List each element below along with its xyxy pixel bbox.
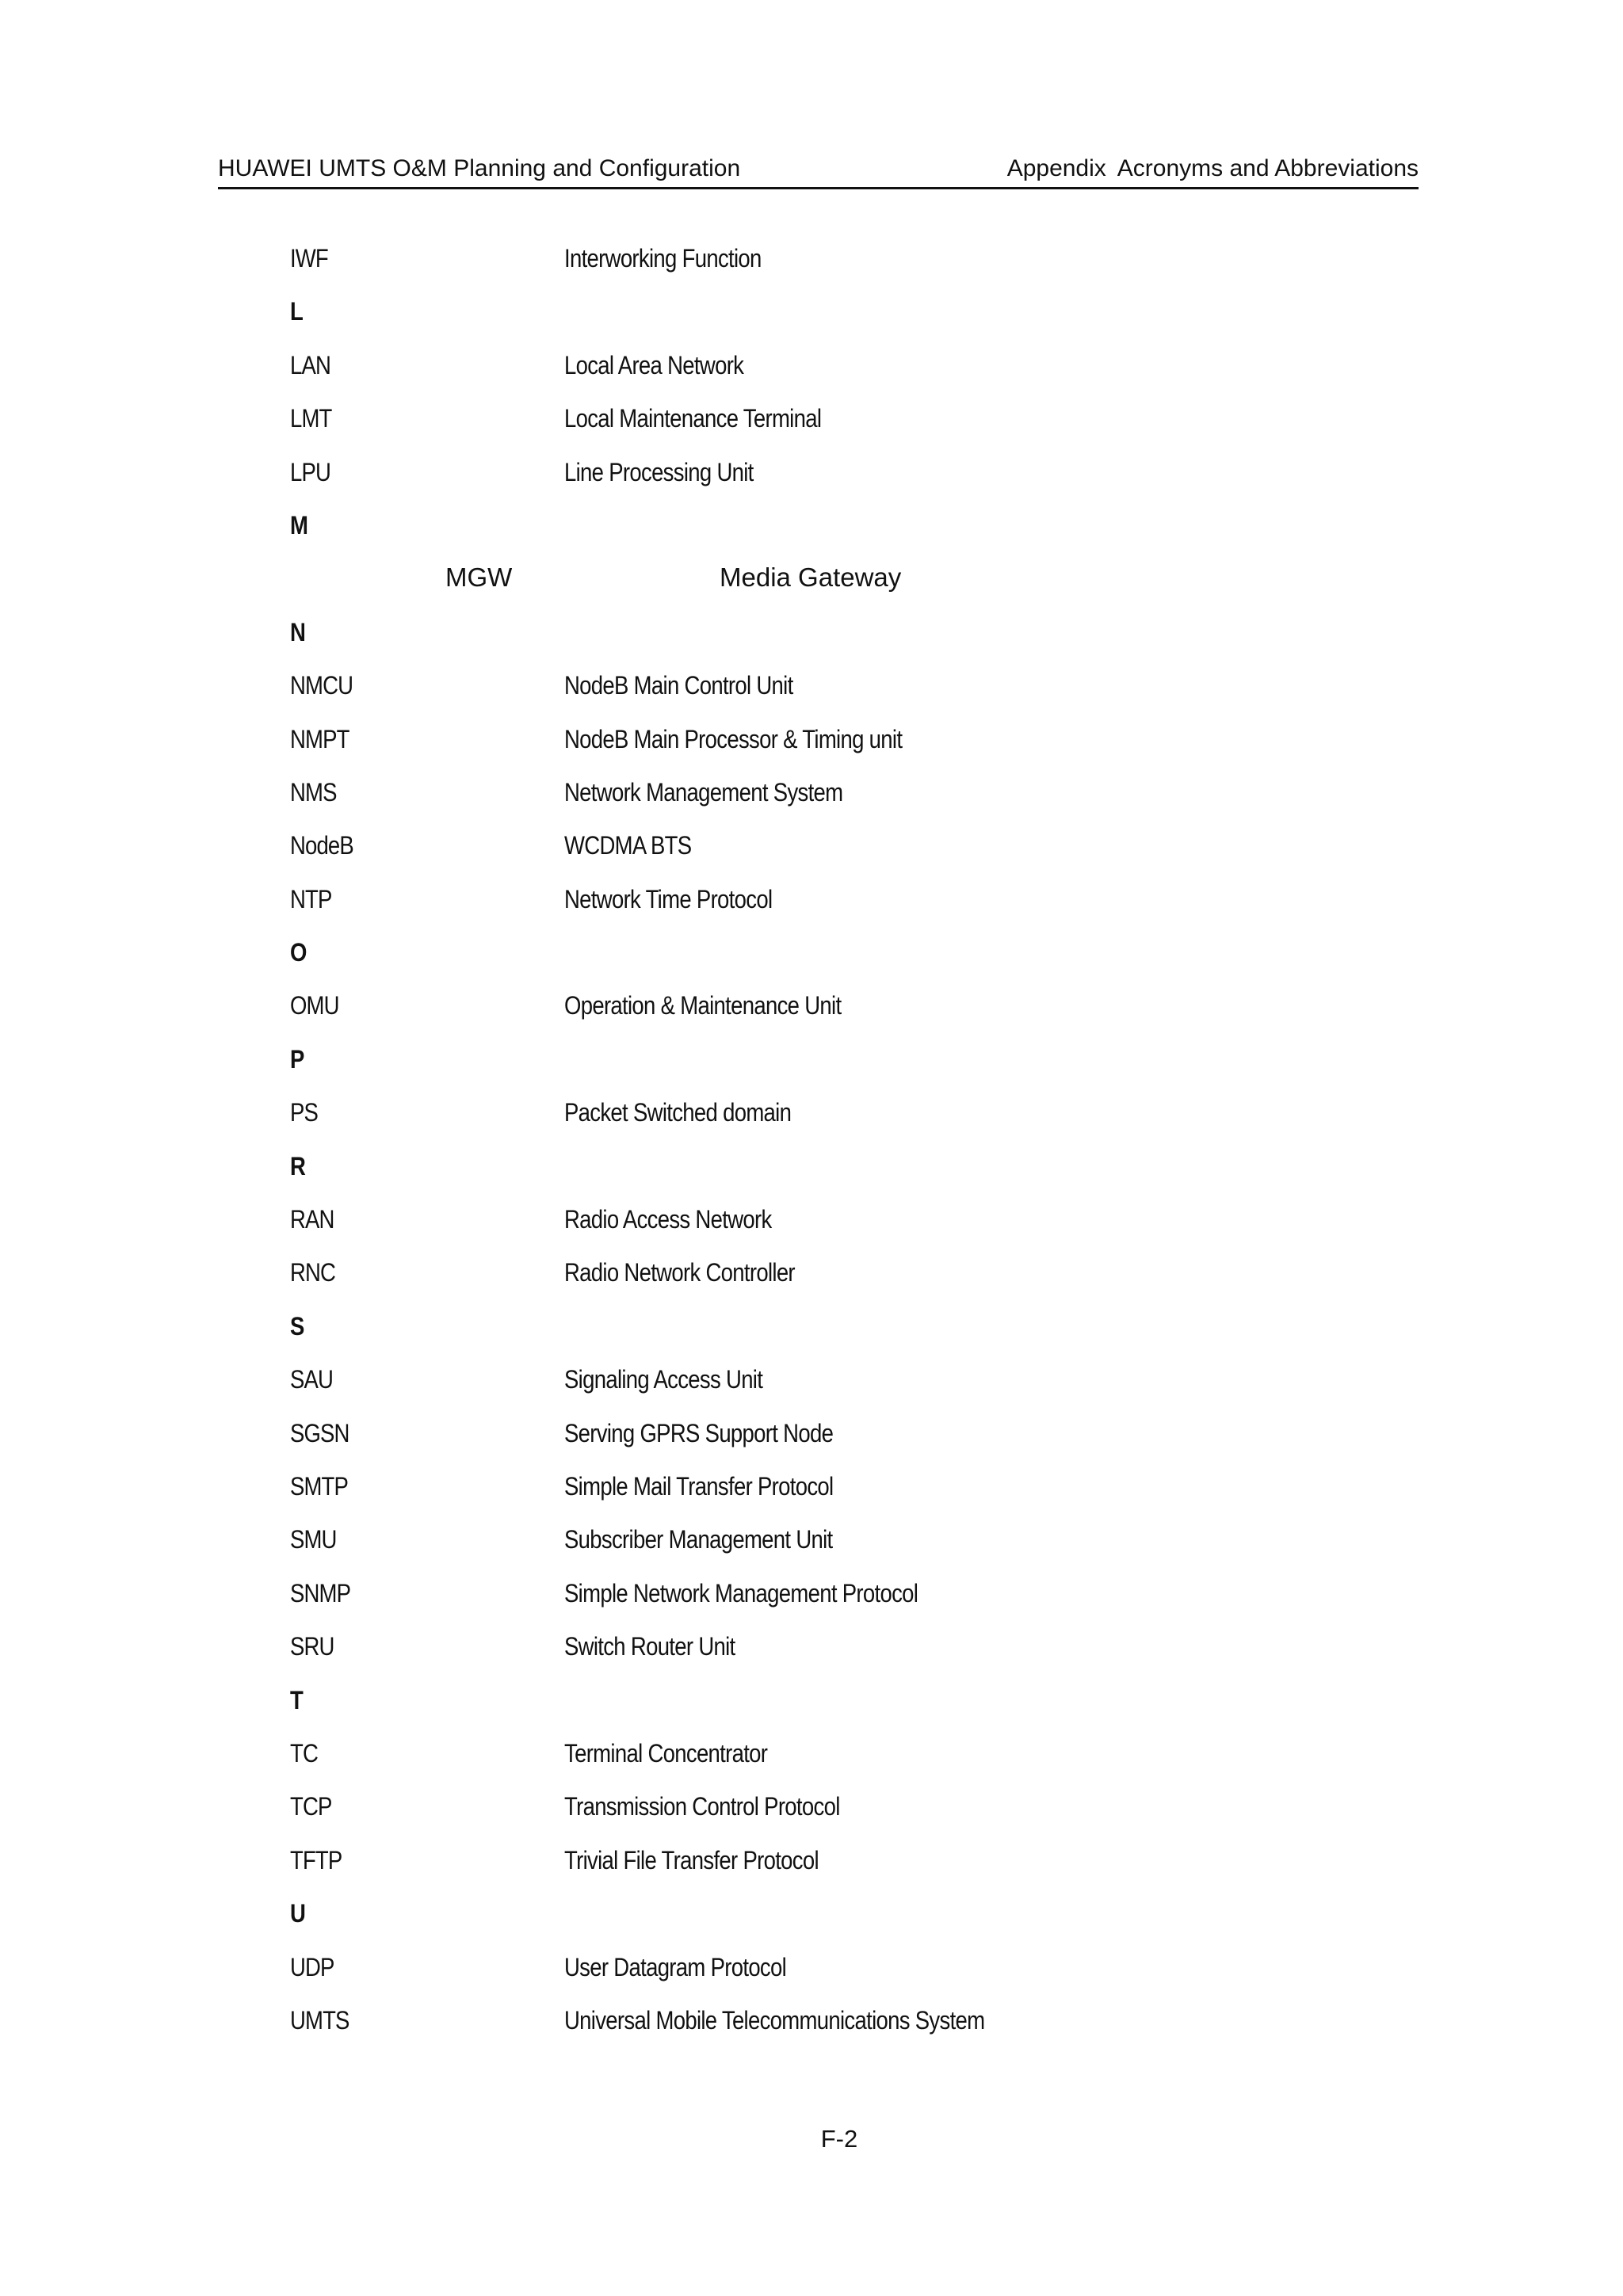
section-letter-row [0, 297, 1623, 350]
acronym-term: NMPT [290, 724, 349, 753]
page-number: F-2 [820, 2125, 858, 2153]
acronym-definition: Switch Router Unit [564, 1632, 735, 1661]
page-header [218, 154, 1419, 189]
acronym-row [0, 725, 1623, 778]
acronym-definition: Local Area Network [564, 350, 744, 379]
header-appendix-title: Acronyms and Abbreviations [1117, 155, 1419, 181]
acronym-term: LPU [290, 457, 330, 486]
acronym-definition: Simple Network Management Protocol [564, 1578, 918, 1608]
section-letter: S [290, 1311, 304, 1341]
acronym-term: MGW [445, 563, 513, 593]
acronym-definition: Media Gateway [720, 563, 902, 593]
acronym-definition: Subscriber Management Unit [564, 1525, 833, 1554]
acronym-definition: NodeB Main Processor & Timing unit [564, 724, 903, 753]
acronym-row [0, 671, 1623, 724]
acronym-definition: User Datagram Protocol [564, 1952, 787, 1981]
section-letter: T [290, 1685, 303, 1714]
acronym-term: IWF [290, 244, 328, 273]
acronym-definition: WCDMA BTS [564, 831, 692, 860]
section-letter: O [290, 938, 307, 967]
acronym-term: LAN [290, 350, 330, 379]
acronym-definition: Radio Network Controller [564, 1258, 795, 1287]
acronym-definition: Packet Switched domain [564, 1098, 792, 1127]
acronym-definition: Terminal Concentrator [564, 1738, 768, 1768]
acronym-row [0, 991, 1623, 1044]
section-letter-row [0, 1045, 1623, 1098]
section-letter: M [290, 510, 308, 540]
acronym-term: SNMP [290, 1578, 351, 1608]
acronym-definition: Operation & Maintenance Unit [564, 991, 842, 1020]
acronym-term: UDP [290, 1952, 334, 1981]
acronym-row [0, 1419, 1623, 1472]
acronym-term: OMU [290, 991, 339, 1020]
acronym-term: SAU [290, 1365, 334, 1394]
acronym-term: SGSN [290, 1418, 349, 1447]
acronym-row [0, 2006, 1623, 2059]
acronym-row [0, 1205, 1623, 1258]
acronym-definition: Transmission Control Protocol [564, 1792, 840, 1821]
acronym-definition: Local Maintenance Terminal [564, 404, 822, 433]
acronym-term: SMTP [290, 1471, 349, 1501]
section-letter-row [0, 618, 1623, 671]
acronym-definition: Network Time Protocol [564, 884, 773, 913]
acronym-row [0, 1365, 1623, 1418]
acronym-definition: Signaling Access Unit [564, 1365, 763, 1394]
acronym-term: TCP [290, 1792, 332, 1821]
acronym-row [0, 1632, 1623, 1685]
acronym-term: LMT [290, 404, 332, 433]
header-appendix-label: Appendix [1006, 155, 1106, 181]
acronym-term: SMU [290, 1525, 337, 1554]
acronym-row [0, 244, 1623, 297]
acronym-term: PS [290, 1098, 318, 1127]
acronym-term: NTP [290, 884, 332, 913]
section-letter: R [290, 1151, 306, 1180]
acronym-row [0, 404, 1623, 457]
acronym-definition: Interworking Function [564, 244, 762, 273]
section-letter-row [0, 1152, 1623, 1205]
acronym-row [0, 778, 1623, 831]
acronym-row [0, 831, 1623, 884]
acronym-row [0, 885, 1623, 938]
acronym-definition: NodeB Main Control Unit [564, 671, 793, 700]
acronym-term: SRU [290, 1632, 334, 1661]
acronym-term: NMCU [290, 671, 353, 700]
acronym-definition: Universal Mobile Telecommunications System [564, 2005, 985, 2035]
section-letter: N [290, 617, 306, 646]
section-letter-row [0, 1899, 1623, 1952]
acronym-row [0, 1739, 1623, 1792]
section-letter: U [290, 1899, 306, 1928]
acronym-row [0, 1846, 1623, 1899]
acronym-term: RAN [290, 1205, 334, 1234]
acronym-row [0, 351, 1623, 404]
acronym-term: RNC [290, 1258, 336, 1287]
acronym-definition: Network Management System [564, 777, 843, 807]
acronym-definition: Radio Access Network [564, 1205, 772, 1234]
header-title: HUAWEI UMTS O&M Planning and Configuration [218, 155, 741, 181]
section-letter-row [0, 1686, 1623, 1739]
acronym-row [0, 1258, 1623, 1311]
acronym-row [0, 458, 1623, 511]
acronym-term: NodeB [290, 831, 353, 860]
acronym-term: TFTP [290, 1845, 342, 1875]
section-letter: P [290, 1044, 304, 1074]
section-letter: L [290, 297, 303, 326]
acronym-row [0, 1579, 1623, 1632]
section-letter-row [0, 511, 1623, 564]
acronym-list [0, 244, 1623, 2059]
acronym-term: TC [290, 1738, 318, 1768]
acronym-row [0, 564, 1623, 617]
section-letter-row [0, 1312, 1623, 1365]
acronym-row [0, 1472, 1623, 1525]
acronym-row [0, 1953, 1623, 2006]
acronym-definition: Line Processing Unit [564, 457, 754, 486]
acronym-row [0, 1098, 1623, 1151]
acronym-term: UMTS [290, 2005, 349, 2035]
acronym-row [0, 1525, 1623, 1578]
acronym-row [0, 1792, 1623, 1845]
section-letter-row [0, 938, 1623, 991]
header-section [1007, 155, 1419, 182]
acronym-definition: Trivial File Transfer Protocol [564, 1845, 819, 1875]
acronym-term: NMS [290, 777, 337, 807]
acronym-definition: Simple Mail Transfer Protocol [564, 1471, 834, 1501]
acronym-definition: Serving GPRS Support Node [564, 1418, 834, 1447]
